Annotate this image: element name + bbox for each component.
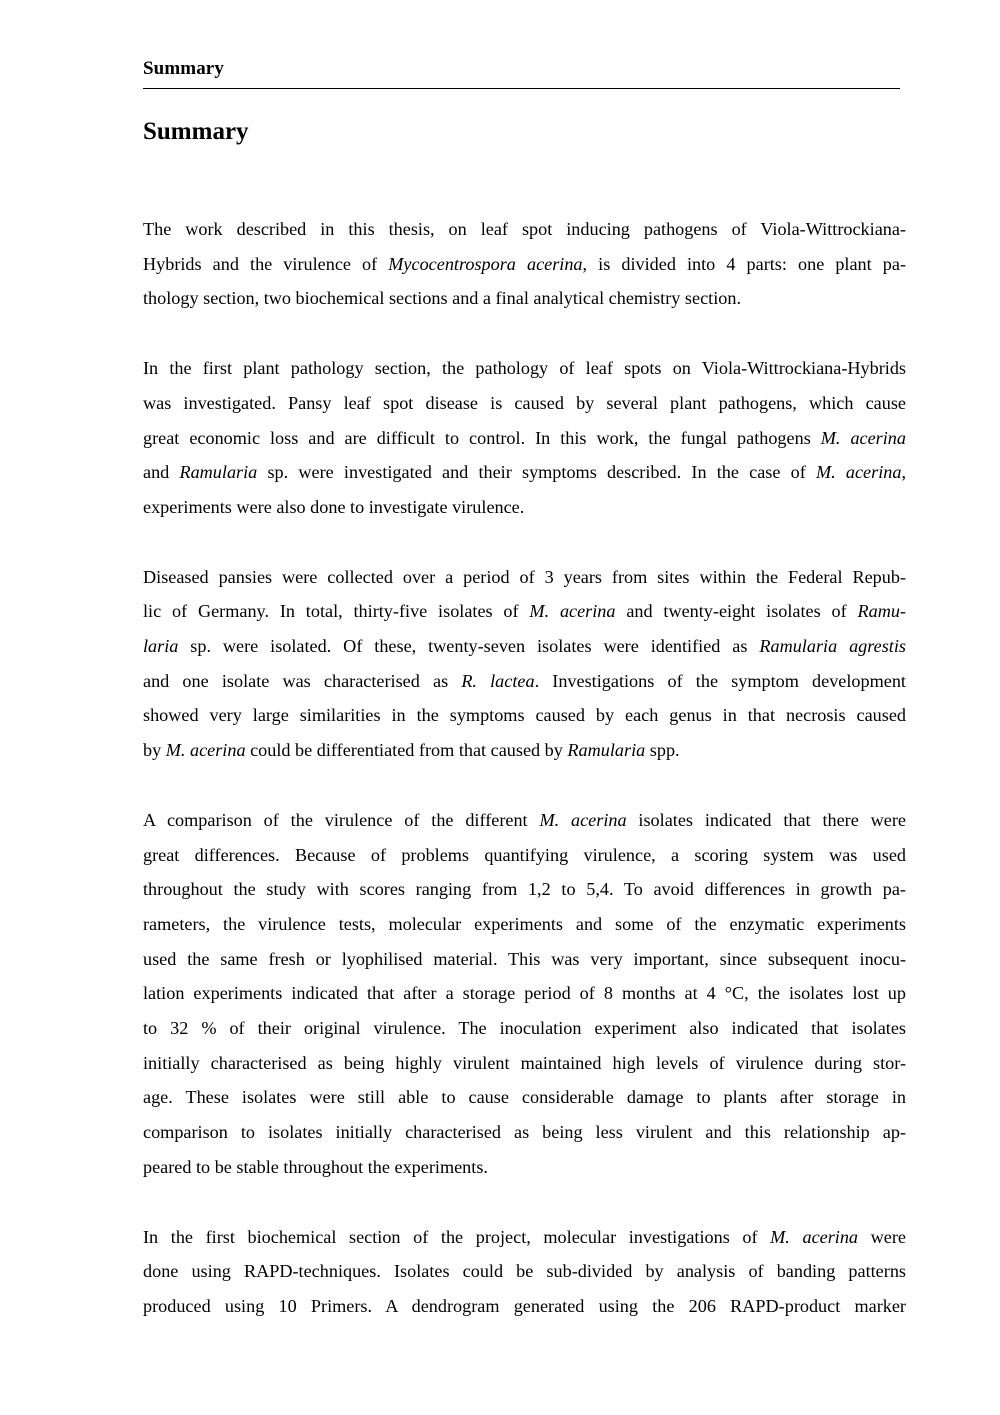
text-run: and twenty-eight isolates of xyxy=(615,601,858,622)
text-run: experiments were also done to investigate virulence. xyxy=(143,496,525,517)
text-run: Diseased pansies were collected over a period of 3 years from sites within the Federal Repub- xyxy=(143,566,906,587)
paragraph xyxy=(143,1220,906,1324)
text-run: lic of Germany. In total, thirty-five isolates of xyxy=(143,601,530,622)
text-line xyxy=(143,1011,906,1046)
text-run: In the first plant pathology section, the pathology of leaf spots on Viola-Wittrockiana-Hybrids xyxy=(143,358,906,379)
italic-term: Ramularia xyxy=(179,462,258,483)
text-run: great economic loss and are difficult to control. In this work, the fungal pathogens xyxy=(143,427,821,448)
text-run: and one isolate was characterised as xyxy=(143,670,462,691)
text-run: done using RAPD-techniques. Isolates could be sub-divided by analysis of banding patterns xyxy=(143,1261,906,1282)
text-line xyxy=(143,594,906,629)
italic-term: M. acerina xyxy=(539,809,627,830)
text-line xyxy=(143,1220,906,1255)
text-line xyxy=(143,1046,906,1081)
text-run: could be differentiated from that caused by xyxy=(245,740,568,761)
paragraph xyxy=(143,212,906,316)
italic-term: Ramu- xyxy=(857,601,906,622)
section-title: Summary xyxy=(143,118,249,145)
italic-term: laria xyxy=(143,636,179,657)
text-run: , is divided into 4 parts: one plant pa- xyxy=(582,253,907,274)
summary-body xyxy=(143,212,906,1324)
text-run: great differences. Because of problems quantifying virulence, a scoring system was used xyxy=(143,844,906,865)
text-line xyxy=(143,942,906,977)
text-run: age. These isolates were still able to cause considerable damage to plants after storage in xyxy=(143,1087,906,1108)
text-line xyxy=(143,664,906,699)
text-line xyxy=(143,386,906,421)
text-run: by xyxy=(143,740,166,761)
text-line xyxy=(143,698,906,733)
text-run: throughout the study with scores ranging from 1,2 to 5,4. To avoid differences in growth pa- xyxy=(143,879,906,900)
italic-term: Mycocentrospora acerina xyxy=(388,253,583,274)
italic-term: Ramularia xyxy=(567,740,646,761)
text-line xyxy=(143,629,906,664)
text-run: Hybrids and the virulence of xyxy=(143,253,389,274)
italic-term: Ramularia agrestis xyxy=(759,636,906,657)
text-line xyxy=(143,455,906,490)
text-line xyxy=(143,1289,906,1324)
italic-term: M. acerina xyxy=(770,1226,859,1247)
text-run: . Investigations of the symptom development xyxy=(534,670,906,691)
text-run: initially characterised as being highly virulent maintained high levels of virulence during stor- xyxy=(143,1052,906,1073)
header-rule xyxy=(143,88,900,89)
text-line xyxy=(143,212,906,247)
paragraph xyxy=(143,560,906,768)
text-run: and xyxy=(143,462,180,483)
text-run: produced using 10 Primers. A dendrogram generated using the 206 RAPD-product marker xyxy=(143,1295,906,1316)
text-line xyxy=(143,281,906,316)
text-line xyxy=(143,560,906,595)
text-line xyxy=(143,490,906,525)
paragraph xyxy=(143,803,906,1185)
text-line xyxy=(143,1254,906,1289)
text-run: spp. xyxy=(645,740,680,761)
italic-term: M. acerina xyxy=(816,462,902,483)
text-run: A comparison of the virulence of the different xyxy=(143,809,540,830)
text-run: The work described in this thesis, on leaf spot inducing pathogens of Viola-Wittrockiana- xyxy=(143,219,906,239)
text-line xyxy=(143,421,906,456)
text-run: sp. were investigated and their symptoms described. In the case of xyxy=(257,462,816,483)
text-run: used the same fresh or lyophilised material. This was very important, since subsequent inocu- xyxy=(143,948,906,969)
text-run: isolates indicated that there were xyxy=(626,809,906,830)
text-line xyxy=(143,838,906,873)
text-run: sp. were isolated. Of these, twenty-seven isolates were identified as xyxy=(178,636,760,657)
italic-term: M. acerina xyxy=(165,740,246,761)
text-line xyxy=(143,872,906,907)
text-line xyxy=(143,907,906,942)
text-line xyxy=(143,1150,906,1185)
running-header: Summary xyxy=(143,58,224,79)
text-run: , xyxy=(901,462,906,483)
text-run: were xyxy=(858,1226,906,1247)
text-line xyxy=(143,1080,906,1115)
text-run: was investigated. Pansy leaf spot disease is caused by several plant pathogens, which cause xyxy=(143,392,906,413)
text-run: to 32 % of their original virulence. The inoculation experiment also indicated that isolates xyxy=(143,1018,906,1039)
text-line xyxy=(143,247,906,282)
text-line xyxy=(143,733,906,768)
text-run: showed very large similarities in the symptoms caused by each genus in that necrosis caused xyxy=(143,705,906,726)
text-run: lation experiments indicated that after a storage period of 8 months at 4 °C, the isolates lost up xyxy=(143,983,906,1004)
text-run: thology section, two biochemical sections and a final analytical chemistry section. xyxy=(143,288,741,309)
text-line xyxy=(143,803,906,838)
paragraph xyxy=(143,351,906,525)
text-run: In the first biochemical section of the project, molecular investigations of xyxy=(143,1226,771,1247)
italic-term: M. acerina xyxy=(529,601,616,622)
text-line xyxy=(143,351,906,386)
text-run: peared to be stable throughout the experiments. xyxy=(143,1156,488,1177)
italic-term: M. acerina xyxy=(820,427,906,448)
italic-term: R. lactea xyxy=(461,670,535,691)
text-run: rameters, the virulence tests, molecular experiments and some of the enzymatic experiments xyxy=(143,913,906,934)
text-line xyxy=(143,1115,906,1150)
text-line xyxy=(143,976,906,1011)
text-run: comparison to isolates initially characterised as being less virulent and this relationship ap- xyxy=(143,1122,906,1143)
